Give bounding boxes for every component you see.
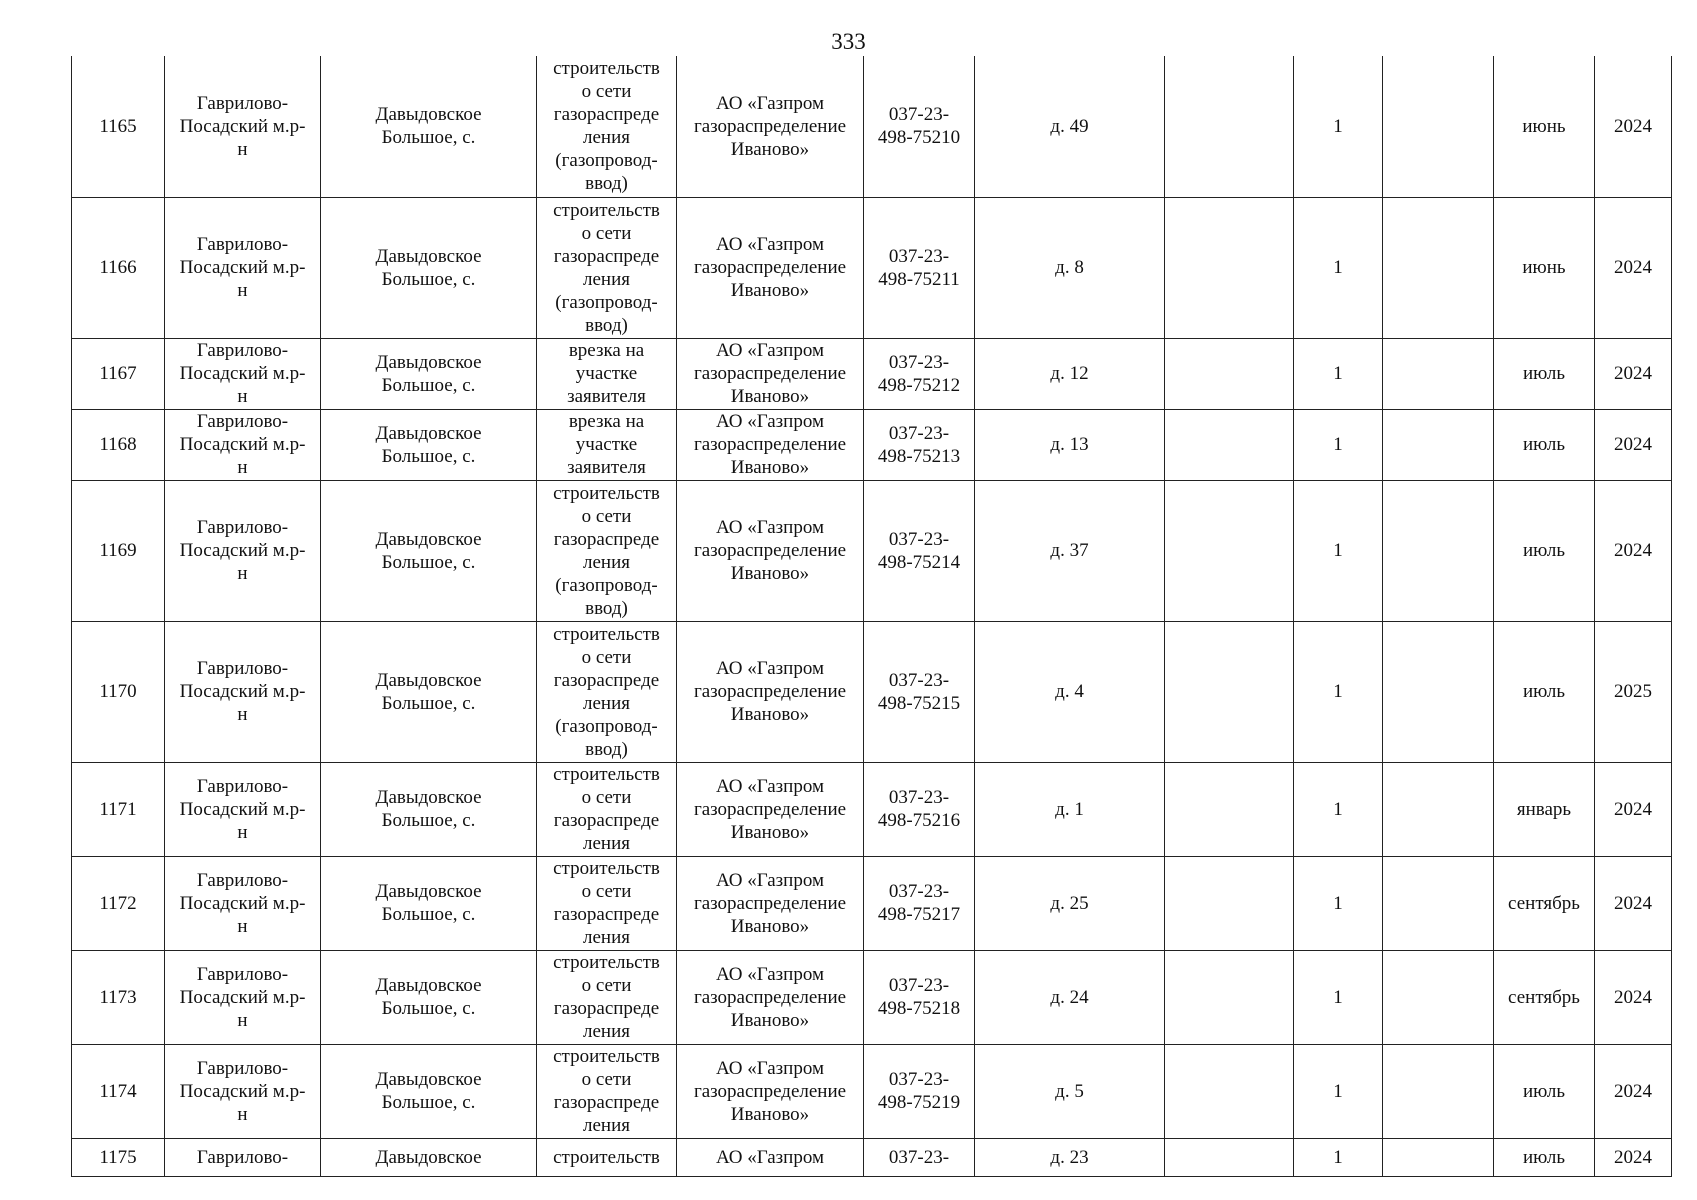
- empty-cell: [1383, 409, 1494, 480]
- table-row: [72, 621, 1672, 762]
- code-cell: 037-23- 498-75219: [864, 1044, 975, 1138]
- quantity-cell: 1: [1294, 338, 1383, 409]
- table-row: [72, 197, 1672, 338]
- empty-cell: [1383, 338, 1494, 409]
- organization-cell: АО «Газпром газораспределение Иваново»: [677, 338, 864, 409]
- work-type-cell: строительств о сети газораспреде ления (газопровод- ввод): [537, 197, 677, 338]
- organization-cell: АО «Газпром газораспределение Иваново»: [677, 1044, 864, 1138]
- locality-cell: Давыдовское Большое, с.: [321, 409, 537, 480]
- table-row: [72, 409, 1672, 480]
- year-cell: 2024: [1595, 197, 1672, 338]
- address-cell: д. 49: [975, 56, 1165, 197]
- organization-cell: АО «Газпром газораспределение Иваново»: [677, 950, 864, 1044]
- table-row: [72, 950, 1672, 1044]
- month-cell: июль: [1494, 621, 1595, 762]
- district-cell: Гаврилово- Посадский м.р- н: [165, 950, 321, 1044]
- month-cell: июль: [1494, 1044, 1595, 1138]
- empty-cell: [1165, 1044, 1294, 1138]
- empty-cell: [1383, 762, 1494, 856]
- row-number-cell: 1171: [72, 762, 165, 856]
- district-cell: Гаврилово-: [165, 1138, 321, 1176]
- quantity-cell: 1: [1294, 621, 1383, 762]
- year-cell: 2024: [1595, 1044, 1672, 1138]
- year-cell: 2024: [1595, 856, 1672, 950]
- row-number-cell: 1173: [72, 950, 165, 1044]
- month-cell: сентябрь: [1494, 856, 1595, 950]
- data-table-container: [71, 56, 1672, 1177]
- empty-cell: [1165, 409, 1294, 480]
- code-cell: 037-23- 498-75217: [864, 856, 975, 950]
- month-cell: июль: [1494, 1138, 1595, 1176]
- code-cell: 037-23- 498-75212: [864, 338, 975, 409]
- code-cell: 037-23- 498-75210: [864, 56, 975, 197]
- address-cell: д. 8: [975, 197, 1165, 338]
- work-type-cell: строительств о сети газораспреде ления: [537, 950, 677, 1044]
- quantity-cell: 1: [1294, 1138, 1383, 1176]
- year-cell: 2024: [1595, 950, 1672, 1044]
- table-row: [72, 338, 1672, 409]
- district-cell: Гаврилово- Посадский м.р- н: [165, 762, 321, 856]
- organization-cell: АО «Газпром газораспределение Иваново»: [677, 409, 864, 480]
- empty-cell: [1165, 762, 1294, 856]
- row-number-cell: 1175: [72, 1138, 165, 1176]
- quantity-cell: 1: [1294, 56, 1383, 197]
- address-cell: д. 12: [975, 338, 1165, 409]
- quantity-cell: 1: [1294, 762, 1383, 856]
- row-number-cell: 1168: [72, 409, 165, 480]
- organization-cell: АО «Газпром газораспределение Иваново»: [677, 197, 864, 338]
- district-cell: Гаврилово- Посадский м.р- н: [165, 197, 321, 338]
- month-cell: июль: [1494, 409, 1595, 480]
- row-number-cell: 1165: [72, 56, 165, 197]
- year-cell: 2025: [1595, 621, 1672, 762]
- empty-cell: [1165, 856, 1294, 950]
- locality-cell: Давыдовское Большое, с.: [321, 338, 537, 409]
- locality-cell: Давыдовское: [321, 1138, 537, 1176]
- code-cell: 037-23- 498-75218: [864, 950, 975, 1044]
- work-type-cell: строительств о сети газораспреде ления (газопровод- ввод): [537, 480, 677, 621]
- table-row: [72, 856, 1672, 950]
- table-body: [72, 56, 1672, 1176]
- address-cell: д. 23: [975, 1138, 1165, 1176]
- row-number-cell: 1169: [72, 480, 165, 621]
- organization-cell: АО «Газпром газораспределение Иваново»: [677, 856, 864, 950]
- year-cell: 2024: [1595, 56, 1672, 197]
- organization-cell: АО «Газпром газораспределение Иваново»: [677, 621, 864, 762]
- year-cell: 2024: [1595, 762, 1672, 856]
- code-cell: 037-23- 498-75215: [864, 621, 975, 762]
- address-cell: д. 5: [975, 1044, 1165, 1138]
- empty-cell: [1165, 950, 1294, 1044]
- code-cell: 037-23- 498-75214: [864, 480, 975, 621]
- address-cell: д. 25: [975, 856, 1165, 950]
- work-type-cell: строительств о сети газораспреде ления (газопровод- ввод): [537, 621, 677, 762]
- row-number-cell: 1170: [72, 621, 165, 762]
- quantity-cell: 1: [1294, 856, 1383, 950]
- empty-cell: [1383, 1044, 1494, 1138]
- district-cell: Гаврилово- Посадский м.р- н: [165, 856, 321, 950]
- quantity-cell: 1: [1294, 409, 1383, 480]
- organization-cell: АО «Газпром газораспределение Иваново»: [677, 762, 864, 856]
- empty-cell: [1165, 338, 1294, 409]
- empty-cell: [1165, 56, 1294, 197]
- quantity-cell: 1: [1294, 950, 1383, 1044]
- empty-cell: [1383, 197, 1494, 338]
- empty-cell: [1165, 480, 1294, 621]
- year-cell: 2024: [1595, 409, 1672, 480]
- work-type-cell: строительств: [537, 1138, 677, 1176]
- code-cell: 037-23-: [864, 1138, 975, 1176]
- quantity-cell: 1: [1294, 197, 1383, 338]
- locality-cell: Давыдовское Большое, с.: [321, 1044, 537, 1138]
- locality-cell: Давыдовское Большое, с.: [321, 621, 537, 762]
- locality-cell: Давыдовское Большое, с.: [321, 950, 537, 1044]
- table-row: [72, 480, 1672, 621]
- work-type-cell: врезка на участке заявителя: [537, 409, 677, 480]
- code-cell: 037-23- 498-75216: [864, 762, 975, 856]
- work-type-cell: строительств о сети газораспреде ления: [537, 762, 677, 856]
- year-cell: 2024: [1595, 480, 1672, 621]
- locality-cell: Давыдовское Большое, с.: [321, 197, 537, 338]
- row-number-cell: 1166: [72, 197, 165, 338]
- work-type-cell: строительств о сети газораспреде ления: [537, 1044, 677, 1138]
- code-cell: 037-23- 498-75211: [864, 197, 975, 338]
- empty-cell: [1383, 621, 1494, 762]
- district-cell: Гаврилово- Посадский м.р- н: [165, 480, 321, 621]
- empty-cell: [1165, 1138, 1294, 1176]
- empty-cell: [1383, 1138, 1494, 1176]
- empty-cell: [1165, 197, 1294, 338]
- empty-cell: [1383, 950, 1494, 1044]
- table-row: [72, 1044, 1672, 1138]
- address-cell: д. 4: [975, 621, 1165, 762]
- table-row: [72, 56, 1672, 197]
- address-cell: д. 37: [975, 480, 1165, 621]
- month-cell: июнь: [1494, 197, 1595, 338]
- row-number-cell: 1174: [72, 1044, 165, 1138]
- row-number-cell: 1167: [72, 338, 165, 409]
- month-cell: июнь: [1494, 56, 1595, 197]
- work-type-cell: врезка на участке заявителя: [537, 338, 677, 409]
- row-number-cell: 1172: [72, 856, 165, 950]
- code-cell: 037-23- 498-75213: [864, 409, 975, 480]
- district-cell: Гаврилово- Посадский м.р- н: [165, 409, 321, 480]
- organization-cell: АО «Газпром газораспределение Иваново»: [677, 56, 864, 197]
- page-number: 333: [831, 29, 866, 54]
- empty-cell: [1383, 856, 1494, 950]
- quantity-cell: 1: [1294, 480, 1383, 621]
- address-cell: д. 24: [975, 950, 1165, 1044]
- year-cell: 2024: [1595, 1138, 1672, 1176]
- locality-cell: Давыдовское Большое, с.: [321, 762, 537, 856]
- locality-cell: Давыдовское Большое, с.: [321, 56, 537, 197]
- district-cell: Гаврилово- Посадский м.р- н: [165, 338, 321, 409]
- district-cell: Гаврилово- Посадский м.р- н: [165, 621, 321, 762]
- locality-cell: Давыдовское Большое, с.: [321, 856, 537, 950]
- table-row: [72, 762, 1672, 856]
- month-cell: июль: [1494, 338, 1595, 409]
- empty-cell: [1383, 56, 1494, 197]
- organization-cell: АО «Газпром газораспределение Иваново»: [677, 480, 864, 621]
- district-cell: Гаврилово- Посадский м.р- н: [165, 56, 321, 197]
- data-table: [71, 56, 1672, 1177]
- organization-cell: АО «Газпром: [677, 1138, 864, 1176]
- month-cell: январь: [1494, 762, 1595, 856]
- locality-cell: Давыдовское Большое, с.: [321, 480, 537, 621]
- district-cell: Гаврилово- Посадский м.р- н: [165, 1044, 321, 1138]
- quantity-cell: 1: [1294, 1044, 1383, 1138]
- work-type-cell: строительств о сети газораспреде ления: [537, 856, 677, 950]
- table-row: [72, 1138, 1672, 1176]
- work-type-cell: строительств о сети газораспреде ления (газопровод- ввод): [537, 56, 677, 197]
- month-cell: июль: [1494, 480, 1595, 621]
- month-cell: сентябрь: [1494, 950, 1595, 1044]
- address-cell: д. 1: [975, 762, 1165, 856]
- empty-cell: [1165, 621, 1294, 762]
- address-cell: д. 13: [975, 409, 1165, 480]
- empty-cell: [1383, 480, 1494, 621]
- year-cell: 2024: [1595, 338, 1672, 409]
